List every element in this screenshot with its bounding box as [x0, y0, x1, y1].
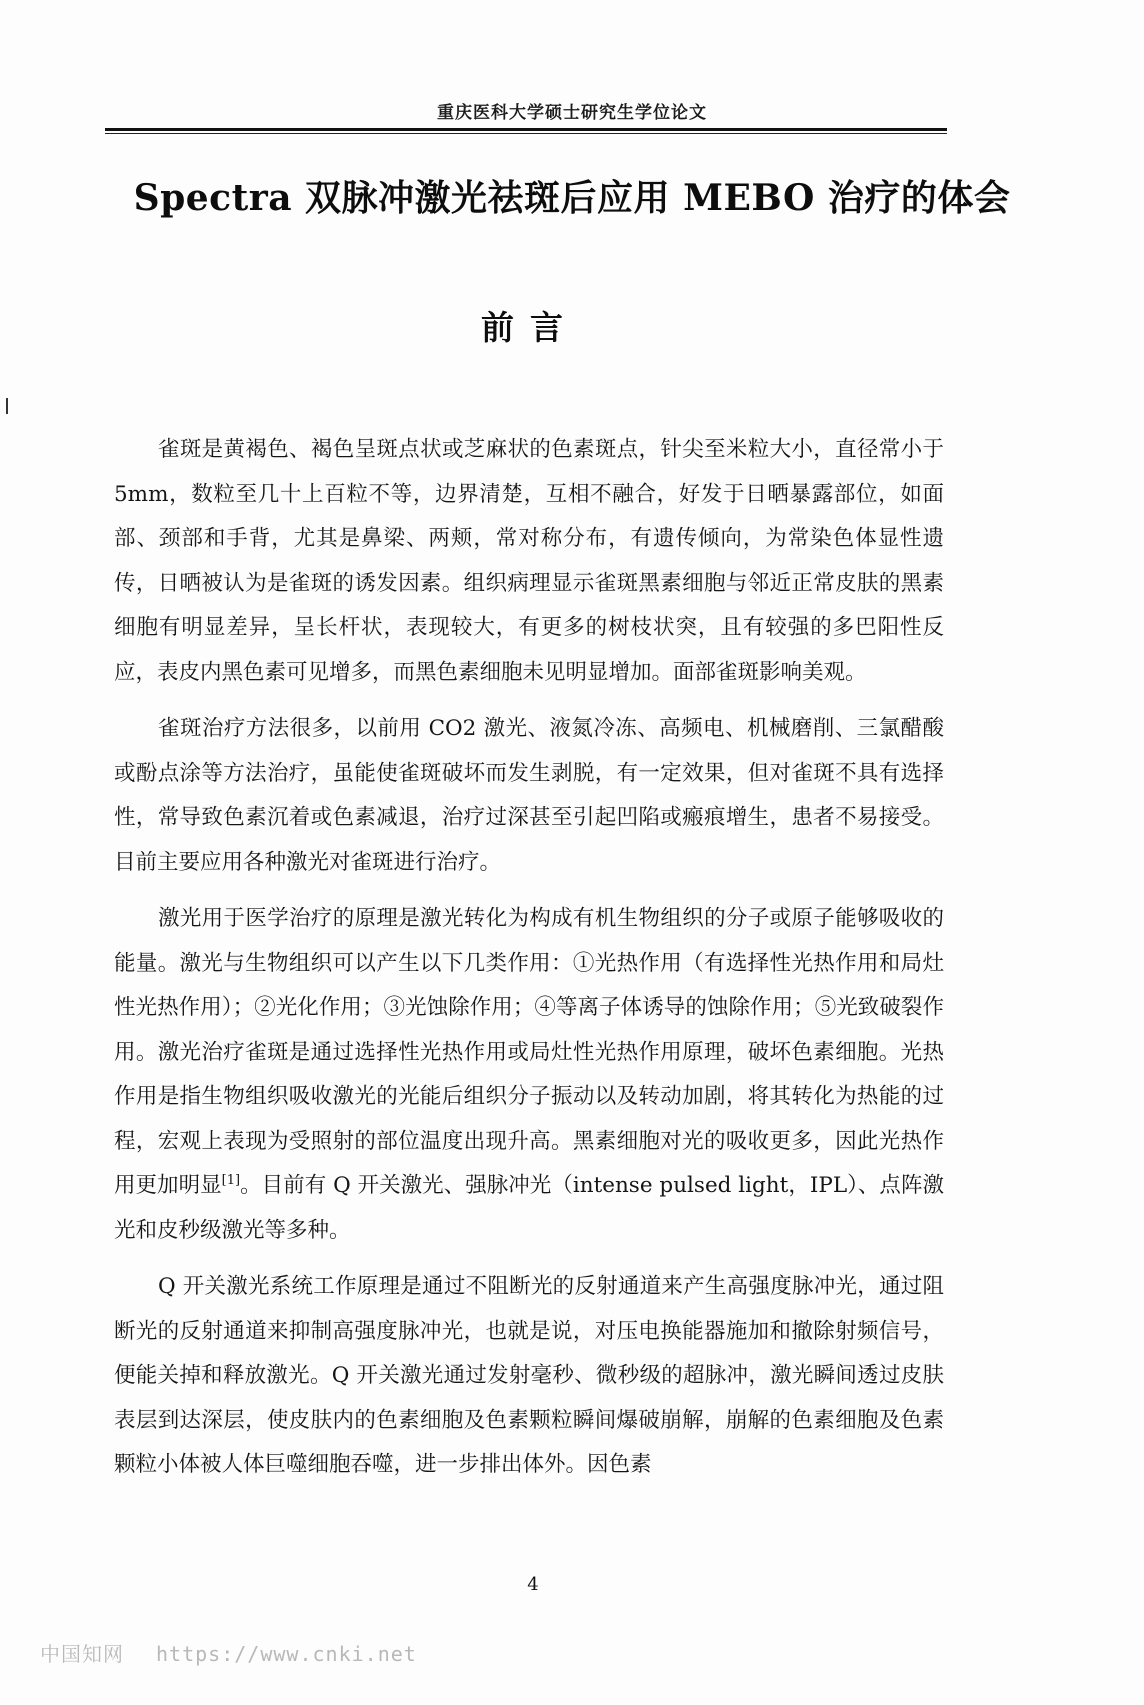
citation-reference: [1] [221, 1172, 241, 1188]
page-number: 4 [527, 1574, 539, 1595]
paragraph-3-text: 激光用于医学治疗的原理是激光转化为构成有机生物组织的分子或原子能够吸收的能量。激光与生物组织可以产生以下几类作用：①光热作用（有选择性光热作用和局灶性光热作用）；②光化作用；③光蚀除作用；④等离子体诱导的蚀除作用；⑤光致破裂作用。激光治疗雀斑是通过选择性光热作用或局灶性光热作用原理，破坏色素细胞。光热作用是指生物组织吸收激光的光能后组织分子振动以及转动加剧，将其转化为热能的过程，宏观上表现为受照射的部位温度出现升高。黑素细胞对光的吸收更多，因此光热作用更加明显 [114, 906, 944, 1198]
paragraph-1: 雀斑是黄褐色、褐色呈斑点状或芝麻状的色素斑点，针尖至米粒大小，直径常小于 5mm，数粒至几十上百粒不等，边界清楚，互相不融合，好发于日晒暴露部位，如面部、颈部和手背，尤其是鼻梁、两颊，常对称分布，有遗传倾向，为常染色体显性遗传，日晒被认为是雀斑的诱发因素。组织病理显示雀斑黑素细胞与邻近正常皮肤的黑素细胞有明显差异，呈长杆状，表现较大，有更多的树枝状突，且有较强的多巴阳性反应，表皮内黑色素可见增多，而黑色素细胞未见明显增加。面部雀斑影响美观。 [114, 437, 944, 685]
header-rule-thick [105, 128, 947, 131]
watermark-url: https://www.cnki.net [156, 1642, 417, 1666]
section-heading: 前言 [481, 308, 579, 347]
paper-title: Spectra 双脉冲激光祛斑后应用 MEBO 治疗的体会 [133, 177, 1011, 219]
paragraph-4: Q 开关激光系统工作原理是通过不阻断光的反射通道来产生高强度脉冲光，通过阻断光的反射通道来抑制高强度脉冲光，也就是说，对压电换能器施加和撤除射频信号，便能关掉和释放激光。Q 开关激光通过发射毫秒、微秒级的超脉冲，激光瞬间透过皮肤表层到达深层，使皮肤内的色素细胞及色素颗粒瞬间爆破崩解，崩解的色素细胞及色素颗粒小体被人体巨噬细胞吞噬，进一步排出体外。因色素 [114, 1274, 944, 1477]
running-header: 重庆医科大学硕士研究生学位论文 [437, 103, 707, 123]
body-text [114, 428, 944, 1500]
paragraph-3-text-cont: 。目前有 Q 开关激光、强脉冲光（intense pulsed light，IPL）、点阵激光和皮秒级激光等多种。 [114, 1173, 944, 1243]
watermark-site-name: 中国知网 [40, 1642, 124, 1666]
margin-mark [6, 398, 8, 414]
watermark [40, 1638, 417, 1667]
paragraph-2: 雀斑治疗方法很多，以前用 CO2 激光、液氮冷冻、高频电、机械磨削、三氯醋酸或酚点涂等方法治疗，虽能使雀斑破坏而发生剥脱，有一定效果，但对雀斑不具有选择性，常导致色素沉着或色素减退，治疗过深甚至引起凹陷或瘢痕增生，患者不易接受。目前主要应用各种激光对雀斑进行治疗。 [114, 716, 944, 875]
paragraph-3 [114, 897, 944, 1253]
header-rule-thin [105, 133, 947, 134]
